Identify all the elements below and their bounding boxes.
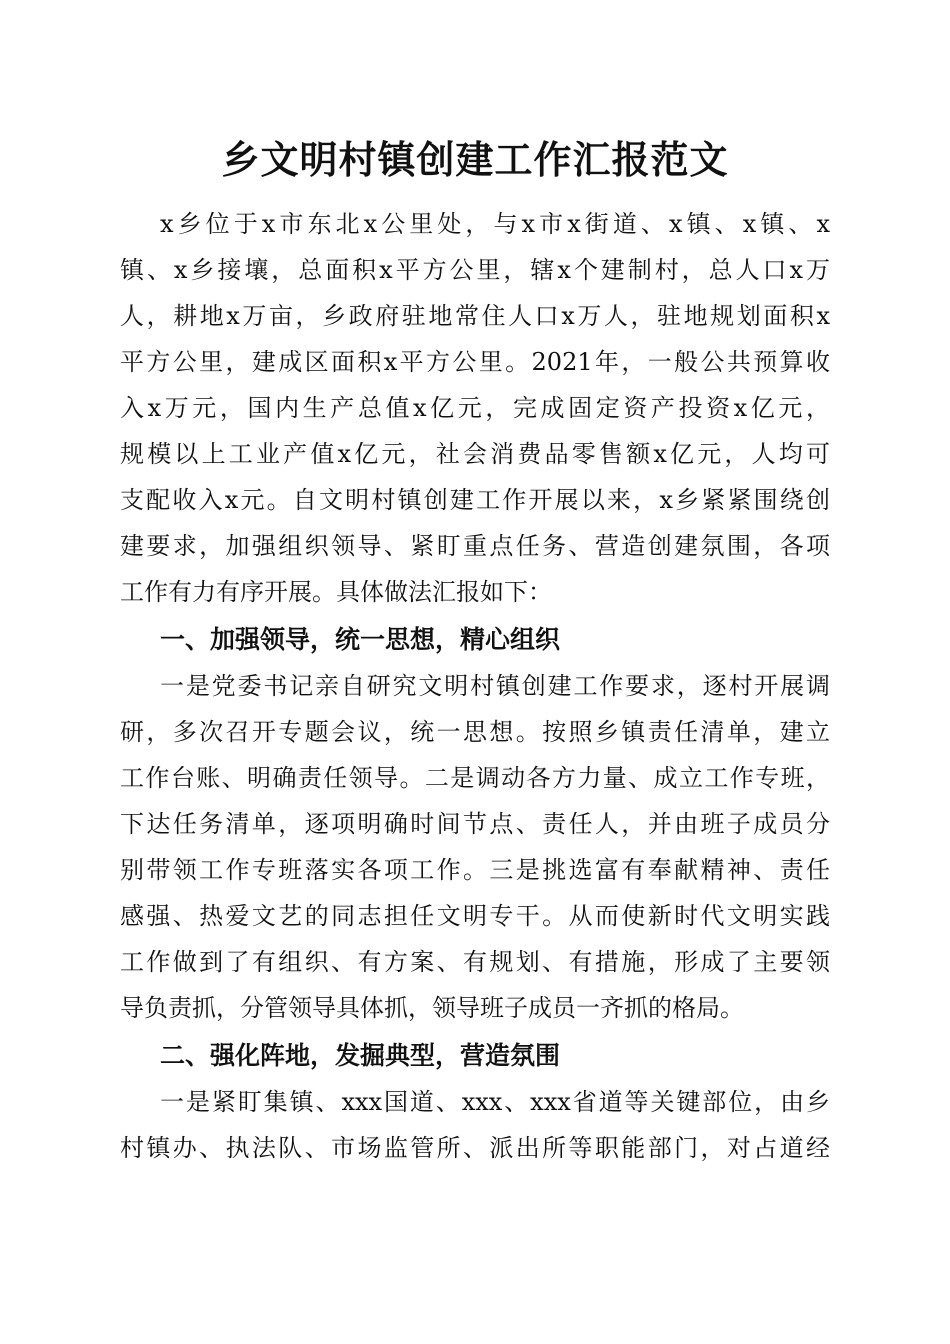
paragraph-line: 感强、热爱文艺的同志担任文明专干。从而使新时代文明实践: [120, 902, 830, 930]
paragraph-line: 研，多次召开专题会议，统一思想。按照乡镇责任清单，建立: [120, 718, 830, 746]
paragraph-line: 工作台账、明确责任领导。二是调动各方力量、成立工作专班，: [120, 764, 830, 792]
paragraph-line: x乡位于x市东北x公里处，与x市x街道、x镇、x镇、x: [160, 210, 830, 238]
paragraph-line: 工作做到了有组织、有方案、有规划、有措施，形成了主要领: [120, 948, 830, 976]
document-title: 乡文明村镇创建工作汇报范文: [221, 137, 729, 182]
paragraph-line: 镇、x乡接壤，总面积x平方公里，辖x个建制村，总人口x万: [120, 256, 830, 284]
paragraph-line: 平方公里，建成区面积x平方公里。2021年，一般公共预算收: [120, 348, 830, 376]
section-heading: 一、加强领导，统一思想，精心组织: [160, 625, 561, 654]
paragraph-line: 入x万元，国内生产总值x亿元，完成固定资产投资x亿元，: [120, 394, 830, 422]
paragraph-line: 别带领工作专班落实各项工作。三是挑选富有奉献精神、责任: [120, 856, 830, 884]
paragraph-line: 一是紧盯集镇、xxx国道、xxx、xxx省道等关键部位，由乡: [160, 1088, 830, 1116]
section-heading: 二、强化阵地，发掘典型，营造氛围: [160, 1041, 561, 1070]
paragraph-line: 人，耕地x万亩，乡政府驻地常住人口x万人，驻地规划面积x: [120, 302, 830, 330]
paragraph-line: 支配收入x元。自文明村镇创建工作开展以来，x乡紧紧围绕创: [120, 486, 830, 514]
paragraph-line: 导负责抓，分管领导具体抓，领导班子成员一齐抓的格局。: [120, 994, 744, 1022]
paragraph-line: 村镇办、执法队、市场监管所、派出所等职能部门，对占道经: [120, 1134, 830, 1162]
paragraph-line: 建要求，加强组织领导、紧盯重点任务、营造创建氛围，各项: [120, 532, 830, 560]
paragraph-line: 一是党委书记亲自研究文明村镇创建工作要求，逐村开展调: [160, 672, 830, 700]
paragraph-line: 下达任务清单，逐项明确时间节点、责任人，并由班子成员分: [120, 810, 830, 838]
paragraph-line: 工作有力有序开展。具体做法汇报如下：: [120, 578, 552, 606]
paragraph-line: 规模以上工业产值x亿元，社会消费品零售额x亿元，人均可: [120, 440, 830, 468]
